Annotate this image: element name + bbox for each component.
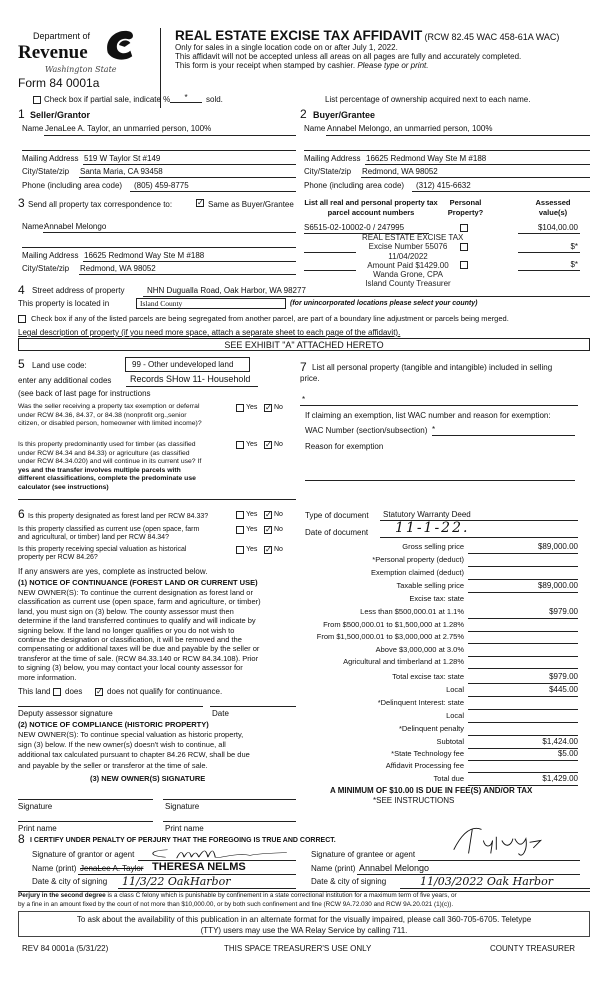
if-yes-note: If any answers are yes, complete as instructed below. xyxy=(18,567,208,576)
tax-row-label: Local xyxy=(446,685,464,694)
seller-heading: Seller/Grantor xyxy=(30,110,91,120)
certify-statement: I CERTIFY UNDER PENALTY OF PERJURY THAT THE FOREGOING IS TRUE AND CORRECT. xyxy=(30,837,336,844)
stamp-line: REAL ESTATE EXCISE TAX xyxy=(362,233,464,242)
legal-description-field[interactable]: SEE EXHIBIT "A" ATTACHED HERETO xyxy=(18,338,590,351)
perjury-line-2: by a fine in an amount fixed by the court of not more than $10,000.00, or by both such confinement and fine (RCW 9A.72.030 and RCW 9A.20.021 (1)(c)). xyxy=(18,901,454,908)
accessibility-box xyxy=(18,911,590,937)
tax-row-label: *State Technology fee xyxy=(391,749,464,758)
notice-line: to signing (3) below, you may contact your local county assessor for xyxy=(18,663,243,673)
personal-header-1: Personal xyxy=(449,198,482,207)
notice-line: determine if the land transferred continues to qualify and will indicate by xyxy=(18,616,256,626)
buyer-phone-line xyxy=(412,191,590,192)
title-text: REAL ESTATE EXCISE TAX AFFIDAVIT xyxy=(175,28,423,43)
personal-property-label-2: price. xyxy=(300,374,320,383)
document-type-label: Type of document xyxy=(305,511,369,520)
notice-line: land, you must sign on (3) below. The county assessor must then xyxy=(18,606,234,616)
buyer-heading: Buyer/Grantee xyxy=(313,110,376,120)
yes-checkbox[interactable] xyxy=(236,511,244,519)
check-icon: ✓ xyxy=(96,687,103,696)
assessed-value-field[interactable]: $* xyxy=(570,260,578,269)
notice-compliance-heading: (2) NOTICE OF COMPLIANCE (HISTORIC PROPERTY) xyxy=(18,720,209,729)
exemption-label: If claiming an exemption, list WAC number and reason for exemption: xyxy=(305,411,551,420)
land-does-label: does xyxy=(65,687,83,696)
tax-row-value[interactable]: $445.00 xyxy=(549,685,578,694)
tax-row-line xyxy=(468,760,578,761)
tax-row-label: Subtotal xyxy=(436,737,464,746)
parcel-number-line xyxy=(304,252,356,253)
owner-print-line-1 xyxy=(18,821,153,822)
county-note: (for unincorporated locations please select your county) xyxy=(290,300,478,307)
tax-row-line xyxy=(468,709,578,710)
grantor-name-struck: JenaLee A. Taylor xyxy=(80,864,144,873)
historic-question: Is this property receiving special valuation as historical xyxy=(18,546,187,553)
yes-label: Yes xyxy=(246,441,258,448)
tax-row-line xyxy=(468,553,578,554)
notice-line: compensating or additional taxes will be due and payable by the seller or xyxy=(18,644,260,654)
question-line: Is this property predominantly used for timber (as classified xyxy=(18,441,196,448)
yes-label: Yes xyxy=(246,546,258,553)
yes-checkbox[interactable] xyxy=(236,546,244,554)
tax-row-value[interactable]: $89,000.00 xyxy=(537,542,578,551)
no-label: No xyxy=(274,404,283,411)
owner-signature-line-1 xyxy=(18,799,153,800)
seller-name-label: Name xyxy=(22,124,44,133)
notice-line: classification as current use (open space, farm and agriculture, or timber) xyxy=(18,597,261,607)
assessed-header-2: value(s) xyxy=(538,208,568,217)
buyer-mail-line xyxy=(365,164,590,165)
corr-city-label: City/State/zip xyxy=(22,264,70,273)
landuse-code-field[interactable]: 99 - Other undeveloped land xyxy=(125,357,250,372)
tax-row-line xyxy=(468,772,578,773)
grantor-date-label: Date & city of signing xyxy=(32,877,108,886)
tax-row-value[interactable]: $89,000.00 xyxy=(537,581,578,590)
buyer-phone-label: Phone (including area code) xyxy=(304,181,405,190)
tax-row-label: Affidavit Processing fee xyxy=(385,761,464,770)
tax-row-line xyxy=(468,683,578,684)
personal-property-checkbox[interactable] xyxy=(460,243,468,251)
parcel-number-line xyxy=(304,270,356,271)
perjury-line-1 xyxy=(18,893,457,899)
deputy-signature-label: Deputy assessor signature xyxy=(18,709,113,718)
partial-sale-checkbox[interactable] xyxy=(33,96,41,104)
no-label: No xyxy=(274,546,283,553)
located-label: This property is located in xyxy=(18,299,110,308)
partial-sale-percent[interactable]: * xyxy=(170,94,202,103)
no-label: No xyxy=(274,526,283,533)
section-8-number: 8 xyxy=(18,832,25,846)
grantor-signature-label: Signature of grantor or agent xyxy=(32,850,135,859)
question-line-bold: yes and the transfer involves multiple parcels with xyxy=(18,466,181,474)
notice-line: sign (3) below. If the new owner(s) doesn't wish to continue, all xyxy=(18,740,226,750)
seller-mail-line xyxy=(83,164,296,165)
header-line-1: Only for sales in a single location code on or after July 1, 2022. xyxy=(175,43,398,52)
tax-row-label: Less than $500,000.01 at 1.1% xyxy=(360,607,464,616)
tax-row-value[interactable]: $979.00 xyxy=(549,607,578,616)
tax-row-label: Taxable selling price xyxy=(396,581,464,590)
seller-phone-line xyxy=(130,191,296,192)
owner-signature-line-2 xyxy=(163,799,296,800)
notice-line: more information. xyxy=(18,672,77,682)
stamp-line: Island County Treasurer xyxy=(365,279,451,289)
tax-row-line xyxy=(468,722,578,723)
corr-name-line xyxy=(43,232,296,233)
grantee-date-label: Date & city of signing xyxy=(311,877,387,886)
section-5-number: 5 xyxy=(18,357,25,371)
land-label: This land xyxy=(18,687,51,696)
parcel-number-field[interactable]: S6515-02-10002-0 / 247995 xyxy=(304,223,405,232)
accessibility-line-2: (TTY) users may use the WA Relay Service by calling 711. xyxy=(200,926,408,935)
seller-city-field[interactable]: Santa Maria, CA 93458 xyxy=(80,167,163,176)
tax-row-label: From $1,500,000.01 to $3,000,000 at 2.75% xyxy=(316,632,464,641)
section-4-number: 4 xyxy=(18,283,25,297)
notice-continuance-heading: (1) NOTICE OF CONTINUANCE (FOREST LAND OR CURRENT USE) xyxy=(18,578,258,587)
grantor-date-field[interactable]: 11/3/22 OakHarbor xyxy=(122,875,231,888)
buyer-city-label: City/State/zip xyxy=(304,167,352,176)
calculator-line xyxy=(18,499,296,500)
no-checkbox[interactable] xyxy=(264,526,272,534)
header-line-3-em: Please type or print. xyxy=(357,61,429,70)
notice-compliance-text xyxy=(18,730,250,771)
tax-row-label: *Delinquent penalty xyxy=(398,724,464,733)
assessed-value-field[interactable]: $* xyxy=(570,242,578,251)
personal-property-checkbox[interactable] xyxy=(460,261,468,269)
grantor-signature-icon[interactable] xyxy=(140,846,296,860)
personal-property-label: List all personal property (tangible and intangible) included in selling xyxy=(312,363,553,372)
yes-checkbox[interactable] xyxy=(236,404,244,412)
tax-row-line xyxy=(468,618,578,619)
correspondence-label: Send all property tax correspondence to: xyxy=(28,200,173,209)
assessed-value-line xyxy=(518,270,580,271)
exemption-question xyxy=(18,403,230,429)
seller-mail-field[interactable]: 519 W Taylor St #149 xyxy=(84,154,161,163)
grantee-signature-icon[interactable] xyxy=(440,822,560,859)
logo-dept-text: Department of xyxy=(33,31,91,41)
additional-codes-field[interactable]: Records SHow 11- Household xyxy=(130,374,251,384)
document-type-field[interactable]: Statutory Warranty Deed xyxy=(383,510,471,519)
grantor-date-line xyxy=(118,888,296,889)
form-title xyxy=(175,29,559,43)
check-icon: ✓ xyxy=(197,198,204,207)
assessed-value-field[interactable]: $104,00.00 xyxy=(537,223,578,232)
header-line-3-text: This form is your receipt when stamped by cashier. xyxy=(175,61,356,70)
assessed-value-header xyxy=(528,198,578,218)
buyer-city-line xyxy=(361,177,590,178)
current-use-question-2: and agricultural, or timber) land per RCW 84.34? xyxy=(18,534,169,541)
stamp-line: 11/04/2022 xyxy=(388,251,428,261)
check-icon: ✓ xyxy=(265,403,272,412)
section-7-number: 7 xyxy=(300,360,307,374)
forest-question: Is this property designated as forest land per RCW 84.33? xyxy=(28,513,209,520)
logo-state-text: Washington State xyxy=(45,65,117,74)
tax-row-line xyxy=(468,735,578,736)
seller-phone-field[interactable]: (805) 459-8775 xyxy=(134,181,189,190)
parcel-header-1: List all real and personal property tax xyxy=(304,198,438,207)
question-line: under RCW 84.34.020) and will continue in its current use? If xyxy=(18,458,202,466)
seller-city-label: City/State/zip xyxy=(22,167,70,176)
tax-row-line xyxy=(468,579,578,580)
street-field[interactable]: NHN Dugualla Road, Oak Harbor, WA 98277 xyxy=(147,286,306,295)
notice-line: additional tax calculated pursuant to chapter 84.26 RCW, shall be due xyxy=(18,750,250,760)
assessed-header-1: Assessed xyxy=(535,198,571,207)
buyer-phone-field[interactable]: (312) 415-6632 xyxy=(416,181,471,190)
buyer-name-field[interactable]: Annabel Melongo, an unmarried person, 100% xyxy=(327,124,493,133)
tax-row-value[interactable]: $1,424.00 xyxy=(542,737,578,746)
corr-city-field[interactable]: Redmond, WA 98052 xyxy=(80,264,156,273)
deputy-signature-line xyxy=(18,706,203,707)
owner-print-label-2: Print name xyxy=(165,824,204,833)
timber-question xyxy=(18,441,230,493)
header-line-2: This affidavit will not be accepted unless all areas on all pages are fully and accurately completed. xyxy=(175,52,522,61)
tax-row-line xyxy=(468,631,578,632)
seller-city-line xyxy=(79,177,296,178)
excise-tax-stamp xyxy=(362,233,464,289)
corr-mail-line xyxy=(83,261,296,262)
tax-row-line xyxy=(468,566,578,567)
landuse-label: Land use code: xyxy=(32,361,87,370)
personal-property-line xyxy=(300,405,578,406)
question-line: under RCW 84.34 and 84.33) or agriculture (as classified xyxy=(18,449,190,457)
footer-county-treasurer: COUNTY TREASURER xyxy=(490,944,576,953)
tax-row-line xyxy=(468,656,578,657)
section-2-number: 2 xyxy=(300,107,307,121)
document-date-line xyxy=(380,537,578,538)
section-1-number: 1 xyxy=(18,107,25,121)
personal-property-header xyxy=(443,198,488,218)
seller-name-field[interactable]: JenaLee A. Taylor, an unmarried person, 100% xyxy=(45,124,212,133)
footer-treasurer-use: THIS SPACE TREASURER'S USE ONLY xyxy=(224,944,372,953)
notice-line: NEW OWNER(S): To continue special valuation as historic property, xyxy=(18,730,244,739)
tax-row-label: Agricultural and timberland at 1.28% xyxy=(343,657,464,666)
no-label: No xyxy=(274,511,283,518)
no-checkbox[interactable] xyxy=(264,404,272,412)
yes-label: Yes xyxy=(246,404,258,411)
tax-row-label: Total excise tax: state xyxy=(392,672,464,681)
segregated-label: Check box if any of the listed parcels are being segregated from another parcel, are part of a boundary line adjustment or parcels being merged. xyxy=(31,314,509,323)
tax-row-label: Above $3,000,000 at 3.0% xyxy=(375,645,464,654)
accessibility-line-1: To ask about the availability of this publication in an alternate format for the visually impaired, please call 360-705-6705. Teletype xyxy=(76,915,532,924)
tax-row-value[interactable]: $1,429.00 xyxy=(542,774,578,783)
header-line-3 xyxy=(175,62,428,70)
grantee-name-label: Name (print) xyxy=(311,864,356,873)
buyer-mail-field[interactable]: 16625 Redmond Way Ste M #188 xyxy=(366,154,487,163)
tax-row-label: *Personal property (deduct) xyxy=(372,555,464,564)
no-label: No xyxy=(274,441,283,448)
same-as-buyer-checkbox[interactable] xyxy=(196,199,204,207)
no-checkbox[interactable] xyxy=(264,546,272,554)
corr-name-field[interactable]: Annabel Melongo xyxy=(44,222,107,231)
tax-row-label: Excise tax: state xyxy=(409,594,464,603)
ownership-note: List percentage of ownership acquired next to each name. xyxy=(325,95,531,104)
logo-emblem-icon xyxy=(102,26,136,62)
wac-field[interactable]: * xyxy=(432,425,436,434)
no-checkbox[interactable] xyxy=(264,441,272,449)
corr-name-label: Name: xyxy=(22,222,46,231)
new-owner-signature-heading: (3) NEW OWNER(S) SIGNATURE xyxy=(90,774,206,783)
tax-row-label: *Delinquent Interest: state xyxy=(377,698,464,707)
buyer-name-label: Name xyxy=(304,124,326,133)
wac-label: WAC Number (section/subsection) xyxy=(305,426,428,435)
reason-label: Reason for exemption xyxy=(305,442,384,451)
notice-line: and payable by the seller or transferor at the time of sale. xyxy=(18,760,208,770)
minimum-due-note: A MINIMUM OF $10.00 IS DUE IN FEE(S) AND/OR TAX xyxy=(330,786,533,795)
county-select[interactable]: Island County xyxy=(136,298,286,309)
notice-line: continue the designation or classification, it will be removed and the xyxy=(18,635,242,645)
owner-print-label-1: Print name xyxy=(18,824,57,833)
partial-sold-label: sold. xyxy=(206,95,223,104)
seller-name-line-2 xyxy=(22,150,296,151)
tax-row-label: Exemption claimed (deduct) xyxy=(371,568,464,577)
check-icon: ✓ xyxy=(265,440,272,449)
check-icon: ✓ xyxy=(265,525,272,534)
buyer-name-line xyxy=(326,135,590,136)
seller-name-line xyxy=(44,135,296,136)
no-checkbox[interactable] xyxy=(264,511,272,519)
segregated-checkbox[interactable] xyxy=(18,315,26,323)
wac-line xyxy=(432,435,575,436)
perjury-text-1: is a class C felony which is punishable by confinement in a state correctional institution for a maximum term of five years, or xyxy=(105,892,457,899)
land-does-not-label: does not qualify for continuance. xyxy=(107,687,223,696)
stamp-line: Excise Number 55076 xyxy=(368,242,448,252)
partial-sale-label: Check box if partial sale, indicate % xyxy=(44,95,171,104)
tax-row-line xyxy=(468,696,578,697)
see-instructions-note: *SEE INSTRUCTIONS xyxy=(373,796,455,805)
personal-property-field[interactable]: * xyxy=(302,395,306,404)
stamp-line: Wanda Grone, CPA xyxy=(373,270,443,280)
check-icon: ✓ xyxy=(265,510,272,519)
legal-label: Legal description of property (if you need more space, attach a separate sheet to each page of the affidavit). xyxy=(18,328,401,337)
buyer-mail-label: Mailing Address xyxy=(304,154,361,163)
document-date-label: Date of document xyxy=(305,528,369,537)
grantee-date-line xyxy=(400,888,590,889)
yes-label: Yes xyxy=(246,526,258,533)
corr-mail-label: Mailing Address xyxy=(22,251,79,260)
stamp-line: Amount Paid $1429.00 xyxy=(367,260,449,270)
parcel-number-line xyxy=(304,233,429,234)
tax-row-line xyxy=(468,668,578,669)
tax-row-label: Local xyxy=(446,711,464,720)
same-as-buyer-label: Same as Buyer/Grantee xyxy=(208,200,294,209)
yes-checkbox[interactable] xyxy=(236,526,244,534)
grantor-agent-name[interactable]: THERESA NELMS xyxy=(152,861,246,873)
street-label: Street address of property xyxy=(32,286,125,295)
reason-line xyxy=(305,480,575,481)
yes-checkbox[interactable] xyxy=(236,441,244,449)
notice-line: signing below. If the land no longer qualifies or you do not wish to xyxy=(18,625,235,635)
personal-header-2: Property? xyxy=(447,208,484,217)
additional-codes-line xyxy=(126,386,258,387)
form-number: Form 84 0001a xyxy=(18,76,100,90)
notice-continuance-text xyxy=(18,588,261,682)
corr-name-line-2 xyxy=(22,247,296,248)
perjury-bold: Perjury in the second degree xyxy=(18,892,106,899)
parcel-header-1b: parcel account numbers xyxy=(327,208,415,217)
question-line: under RCW 84.36, 84.37, or 84.38 (nonprofit org.,senior xyxy=(18,411,187,419)
tax-row-label: From $500,000.01 to $1,500,000 at 1.28% xyxy=(323,620,464,629)
tax-row-line xyxy=(468,592,578,593)
tax-row-label: Total due xyxy=(433,774,464,783)
notice-line: NEW OWNER(S): To continue the current designation as forest land or xyxy=(18,588,253,597)
assessed-value-line xyxy=(518,252,580,253)
tax-row-label: Gross selling price xyxy=(402,542,464,551)
owner-signature-label-2: Signature xyxy=(165,802,200,811)
yes-label: Yes xyxy=(246,511,258,518)
question-line: citizen, or disabled person, homeowner with limited income)? xyxy=(18,420,202,428)
buyer-city-field[interactable]: Redmond, WA 98052 xyxy=(362,167,438,176)
street-line xyxy=(143,296,590,297)
question-line-bold: calculator (see instructions) xyxy=(18,483,109,491)
seller-mail-label: Mailing Address xyxy=(22,154,79,163)
tax-row-value[interactable]: $979.00 xyxy=(549,672,578,681)
corr-mail-field[interactable]: 16625 Redmond Way Ste M #188 xyxy=(84,251,205,260)
historic-question-2: property per RCW 84.26? xyxy=(18,554,98,561)
buyer-name-line-2 xyxy=(304,150,590,151)
land-does-checkbox[interactable] xyxy=(53,688,61,696)
grantor-name-label: Name (print) xyxy=(32,864,77,873)
section-3-number: 3 xyxy=(18,196,25,210)
owner-print-line-2 xyxy=(163,821,296,822)
section-6-number: 6 xyxy=(18,507,25,521)
grantee-name-field[interactable]: Annabel Melongo xyxy=(359,863,430,873)
question-line: Was the seller receiving a property tax exemption or deferral xyxy=(18,403,200,410)
deputy-date-label: Date xyxy=(212,709,229,718)
deputy-date-line xyxy=(210,706,296,707)
land-does-not-checkbox[interactable] xyxy=(95,688,103,696)
additional-codes-label: enter any additional codes xyxy=(18,376,112,385)
assessed-value-line xyxy=(518,233,580,234)
grantee-signature-line xyxy=(418,860,580,861)
title-ref: (RCW 82.45 WAC 458-61A WAC) xyxy=(424,32,560,42)
grantee-date-field[interactable]: 11/03/2022 Oak Harbor xyxy=(420,875,553,888)
tax-row-value[interactable]: $5.00 xyxy=(557,749,578,758)
document-date-field[interactable]: 11-1-22. xyxy=(395,520,470,536)
corr-city-line xyxy=(79,274,296,275)
check-icon: ✓ xyxy=(265,545,272,554)
tax-row-line xyxy=(468,643,578,644)
logo-revenue-text: Revenue xyxy=(18,42,88,63)
personal-property-checkbox[interactable] xyxy=(460,224,468,232)
footer-rev: REV 84 0001a (5/31/22) xyxy=(22,944,109,953)
notice-line: transferor at the time of sale. (RCW 84.33.140 or RCW 84.34.108). Prior xyxy=(18,653,259,663)
seller-phone-label: Phone (including area code) xyxy=(22,181,123,190)
question-line-bold: different classifications, complete the predominate use xyxy=(18,475,196,483)
see-back-note: (see back of last page for instructions xyxy=(18,389,151,398)
owner-signature-label-1: Signature xyxy=(18,802,53,811)
current-use-question: Is this property classified as current use (open space, farm xyxy=(18,526,200,533)
grantee-signature-label: Signature of grantee or agent xyxy=(311,850,416,859)
parcel-header xyxy=(302,198,440,218)
